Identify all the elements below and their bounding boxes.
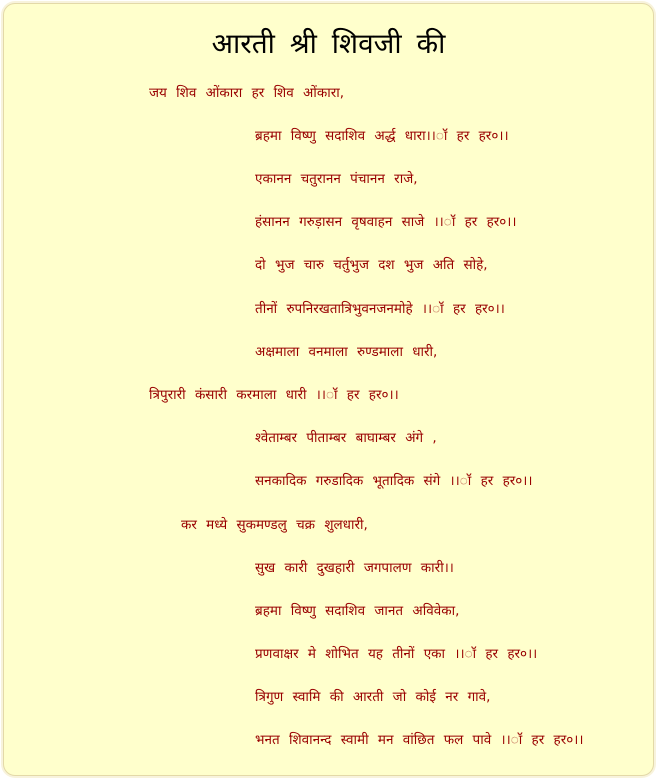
verse-line: हंसानन गरुड़ासन वृषवाहन साजे ।।ॉ हर हर०।।	[255, 214, 517, 230]
verse-line: अक्षमाला वनमाला रुण्डमाला धारी,	[255, 344, 438, 360]
verse-line: ब्रहमा विष्णु सदाशिव जानत अविवेका,	[255, 603, 460, 619]
verse-line: एकानन चतुरानन पंचानन राजे,	[255, 171, 418, 187]
verse-line: भनत शिवानन्द स्वामी मन वांछित फल पावे ।।ॉ हर हर०।।	[255, 732, 584, 748]
verse-line: प्रणवाक्षर मे शोभित यह तीनों एका ।।ॉ हर हर०।।	[255, 646, 538, 662]
verse-line: कर मध्ये सुकमण्डलु चक्र शुलधारी,	[181, 517, 368, 533]
page-title: आरती श्री शिवजी की	[211, 27, 446, 60]
verse-line: जय शिव ओंकारा हर शिव ओंकारा,	[149, 85, 345, 101]
verse-line: सुख कारी दुखहारी जगपालण कारी।।	[255, 560, 454, 576]
verse-line: त्रिपुरारी कंसारी करमाला धारी ।।ॉ हर हर०।।	[149, 387, 399, 403]
verse-line: दो भुज चारु चर्तुभुज दश भुज अति सोहे,	[255, 257, 488, 273]
verse-line: श्वेताम्बर पीताम्बर बाघाम्बर अंगे ,	[255, 430, 437, 446]
verse-line: तीनों रुपनिरखतात्रिभुवनजनमोहे ।।ॉ हर हर०।।	[255, 301, 505, 317]
aarti-card	[3, 3, 654, 776]
verse-line: ब्रहमा विष्णु सदाशिव अर्द्ध धारा।।ॉ हर हर०।।	[255, 128, 509, 144]
verse-line: सनकादिक गरुडादिक भूतादिक संगे ।।ॉ हर हर०।।	[255, 473, 533, 489]
verse-line: त्रिगुण स्वामि की आरती जो कोई नर गावे,	[255, 689, 491, 705]
